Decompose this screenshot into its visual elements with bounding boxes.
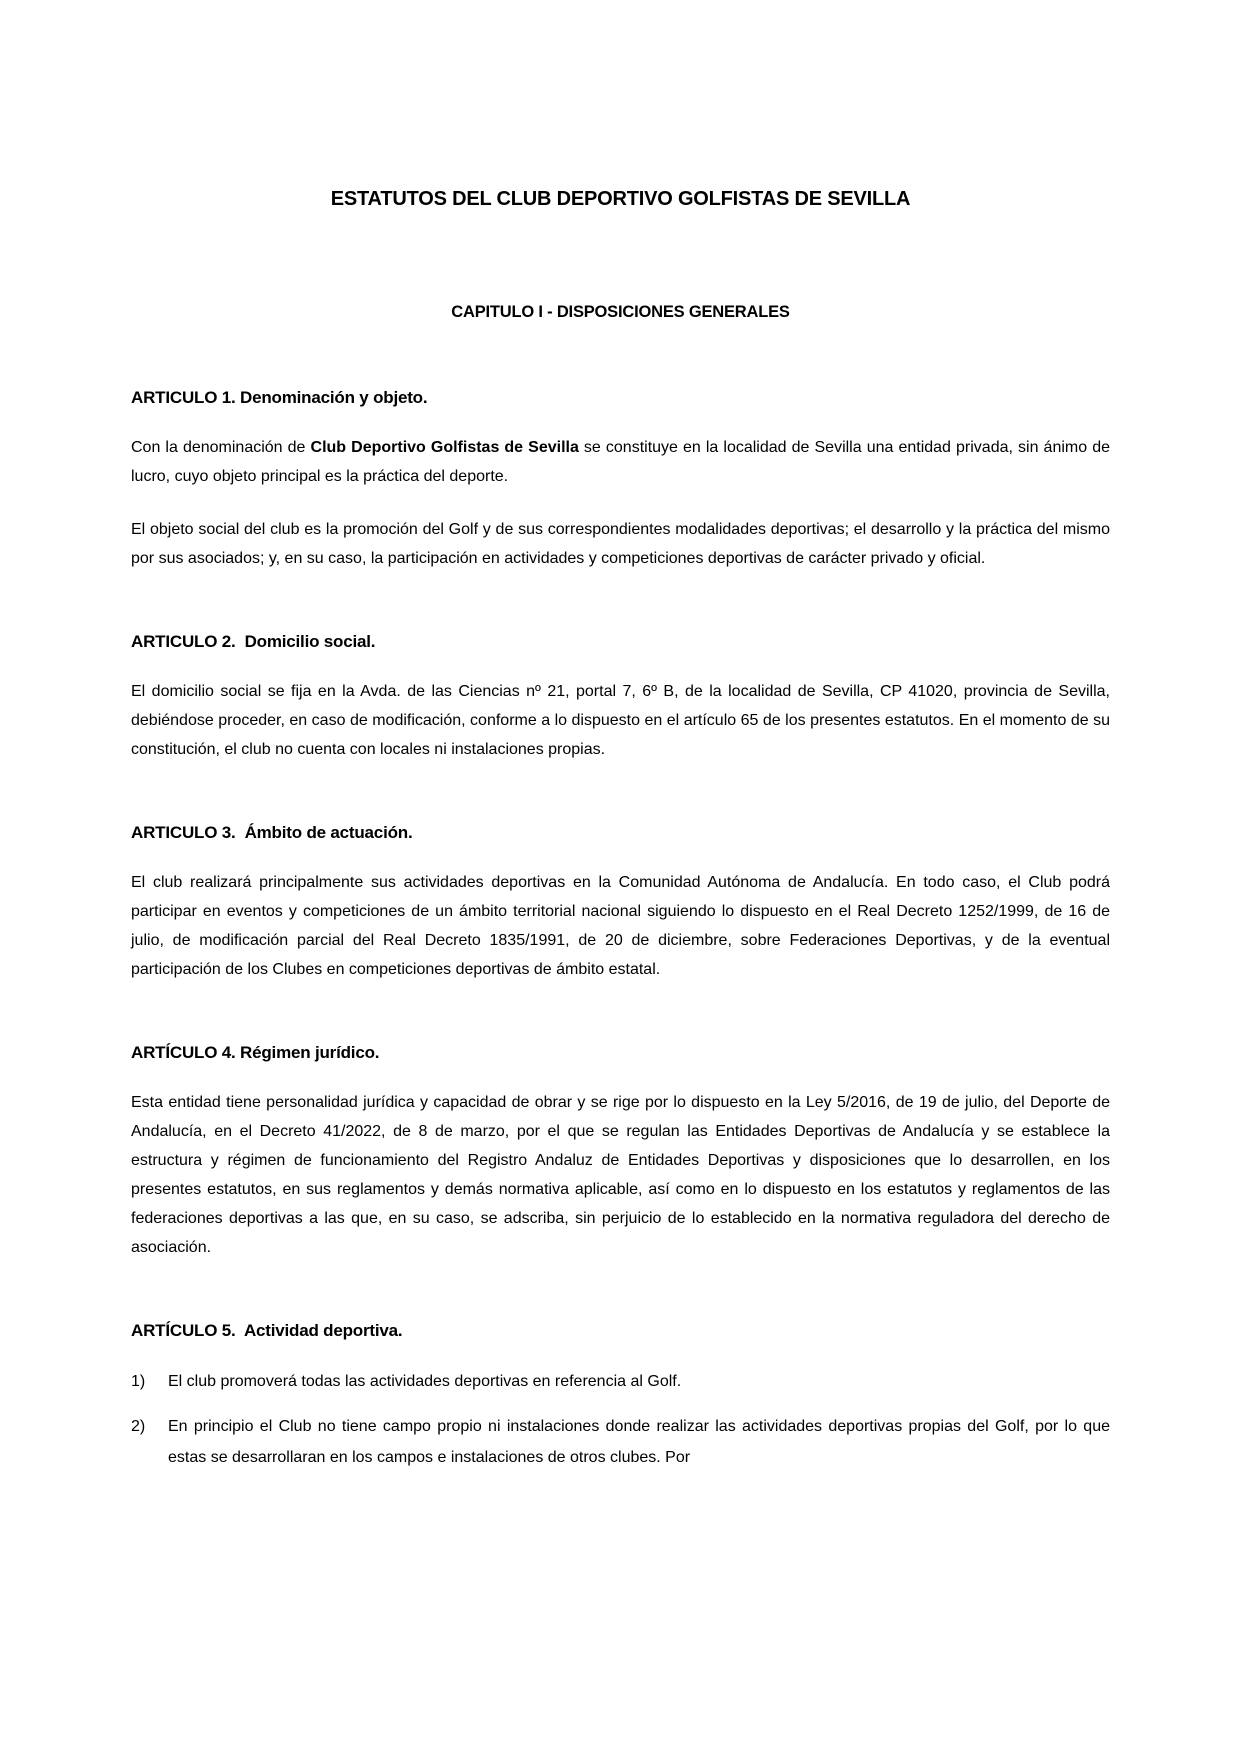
article-1-heading: ARTICULO 1. Denominación y objeto. <box>131 388 428 407</box>
article-2-paragraph: El domicilio social se fija en la Avda. de las Ciencias nº 21, portal 7, 6º B, de la localidad de Sevilla, CP 41020, provincia de Sevilla, debiéndose proceder, en caso de modificación, conforme a lo dispuesto en el artículo 65 de los presentes estatutos. En el momento de su constitución, el club no cuenta con locales ni instalaciones propias. <box>131 683 1110 758</box>
article-1 <box>131 387 1110 573</box>
article-2-heading: ARTICULO 2. Domicilio social. <box>131 632 376 651</box>
club-name-bold: Club Deportivo Golfistas de Sevilla <box>310 439 579 456</box>
article-4-paragraph: Esta entidad tiene personalidad jurídica y capacidad de obrar y se rige por lo dispuesto en la Ley 5/2016, de 19 de julio, del Deporte de Andalucía, en el Decreto 41/2022, de 8 de marzo, por el que se regulan las Entidades Deportivas de Andalucía y se establece la estructura y régimen de funcionamiento del Registro Andaluz de Entidades Deportivas y disposiciones que lo desarrollen, en los presentes estatutos, en sus reglamentos y demás normativa aplicable, así como en lo dispuesto en los estatutos y reglamentos de las federaciones deportivas a las que, en su caso, se adscriba, sin perjuicio de lo establecido en la normativa reguladora del derecho de asociación. <box>131 1094 1110 1256</box>
article-4-heading: ARTÍCULO 4. Régimen jurídico. <box>131 1043 380 1062</box>
list-item <box>131 1366 1110 1397</box>
chapter-heading: CAPITULO I - DISPOSICIONES GENERALES <box>451 303 790 321</box>
article-4 <box>131 1042 1110 1262</box>
list-item-marker: 1) <box>131 1373 146 1390</box>
list-item-text: En principio el Club no tiene campo propio ni instalaciones donde realizar las actividades deportivas propias del Golf, por lo que estas se desarrollaran en los campos e instalaciones de otros clubes. Por <box>168 1418 1110 1466</box>
article-1-paragraph-1-suffix: se constituye en la localidad de Sevilla una entidad privada, sin ánimo de lucro, cuyo objeto principal es la práctica del deporte. <box>131 439 1110 485</box>
list-item-text: El club promoverá todas las actividades deportivas en referencia al Golf. <box>168 1373 682 1390</box>
article-5-list <box>131 1366 1110 1473</box>
article-1-paragraph-1 <box>131 433 1110 491</box>
article-2 <box>131 631 1110 764</box>
list-item-marker: 2) <box>131 1418 146 1435</box>
article-3-heading: ARTICULO 3. Ámbito de actuación. <box>131 823 413 842</box>
list-item <box>131 1411 1110 1473</box>
article-1-paragraph-1-prefix: Con la denominación de <box>131 439 311 456</box>
article-5-heading: ARTÍCULO 5. Actividad deportiva. <box>131 1321 403 1340</box>
article-5 <box>131 1320 1110 1473</box>
article-3-paragraph: El club realizará principalmente sus actividades deportivas en la Comunidad Autónoma de Andalucía. En todo caso, el Club podrá participar en eventos y competiciones de un ámbito territorial nacional siguiendo lo dispuesto en el Real Decreto 1252/1999, de 16 de julio, de modificación parcial del Real Decreto 1835/1991, de 20 de diciembre, sobre Federaciones Deportivas, y de la eventual participación de los Clubes en competiciones deportivas de ámbito estatal. <box>131 874 1110 978</box>
article-1-paragraph-2: El objeto social del club es la promoción del Golf y de sus correspondientes modalidades deportivas; el desarrollo y la práctica del mismo por sus asociados; y, en su caso, la participación en actividades y competiciones deportivas de carácter privado y oficial. <box>131 521 1110 567</box>
document-title: ESTATUTOS DEL CLUB DEPORTIVO GOLFISTAS DE SEVILLA <box>330 188 911 210</box>
article-3 <box>131 822 1110 984</box>
